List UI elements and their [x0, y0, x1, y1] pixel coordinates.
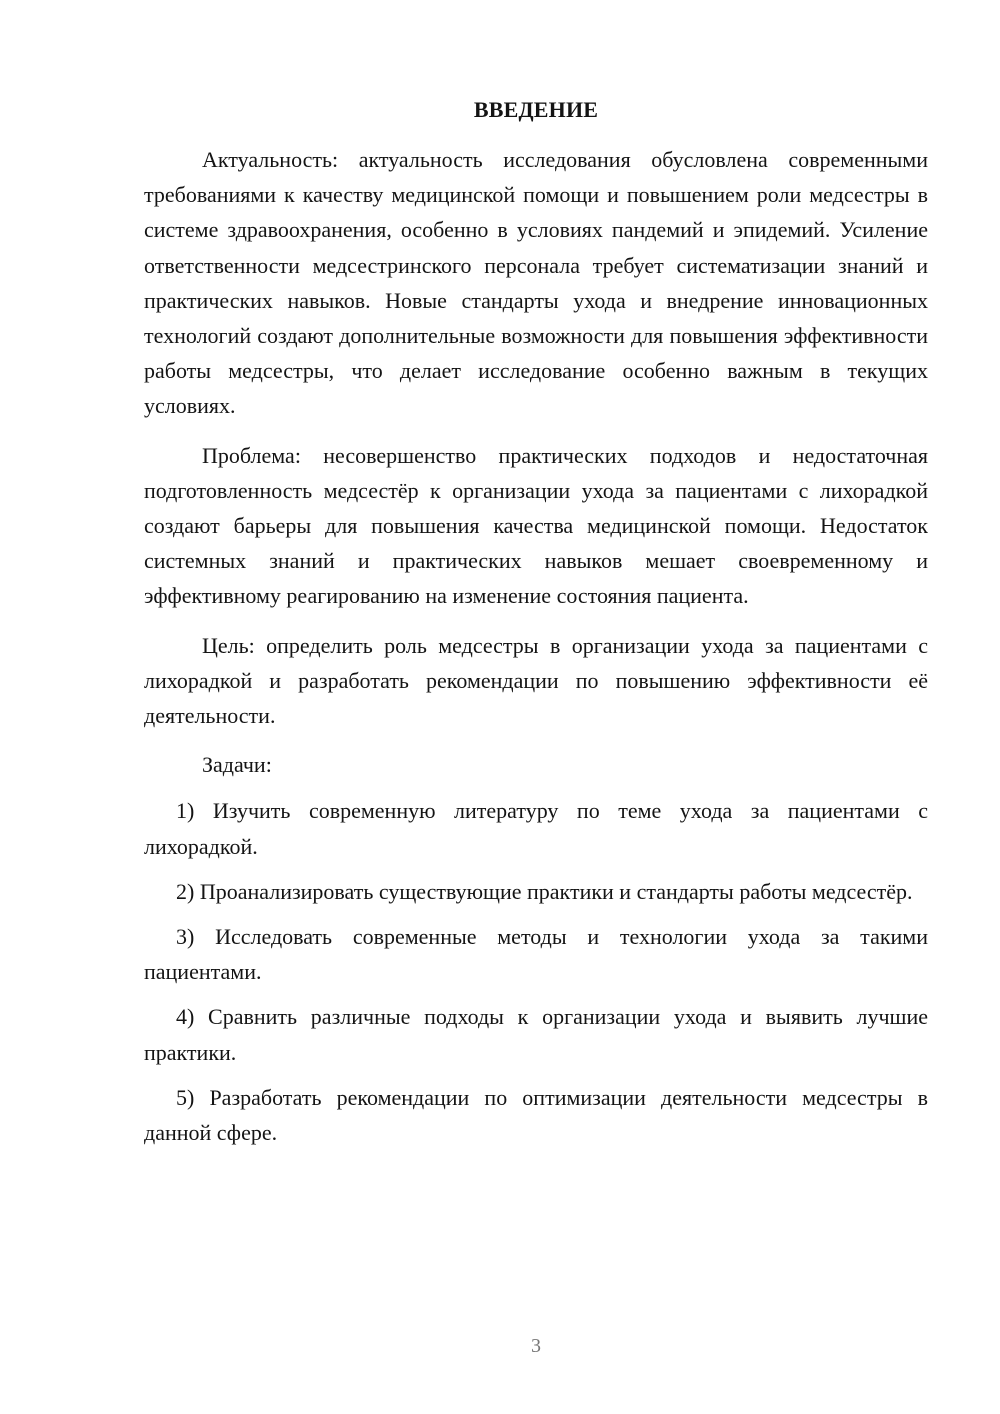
task-item: 3) Исследовать современные методы и технологии ухода за такими пациентами.	[144, 924, 928, 985]
paragraph-goal: Цель: определить роль медсестры в организации ухода за пациентами с лихорадкой и разработать рекомендации по повышению эффективности её деятельности.	[144, 632, 928, 729]
paragraph-problem: Проблема: несовершенство практических подходов и недостаточная подготовленность медсестёр к организации ухода за пациентами с лихорадкой создают барьеры для повышения качества медицинской помощи. Недостаток системных знаний и практических навыков мешает своевременному и эффективному реагированию на изменение состояния пациента.	[144, 442, 928, 609]
page-number: 3	[531, 1335, 541, 1357]
paragraph-relevance: Актуальность: актуальность исследования обусловлена современными требованиями к качеству медицинской помощи и повышением роли медсестры в системе здравоохранения, особенно в условиях пандемий и эпидемий. Усиление ответственности медсестринского персонала требует систематизации знаний и практических навыков. Новые стандарты ухода и внедрение инновационных технологий создают дополнительные возможности для повышения эффективности работы медсестры, что делает исследование особенно важным в текущих условиях.	[144, 147, 928, 419]
task-item: 1) Изучить современную литературу по теме ухода за пациентами с лихорадкой.	[144, 798, 928, 859]
task-item: 5) Разработать рекомендации по оптимизации деятельности медсестры в данной сфере.	[144, 1084, 928, 1146]
page-content	[144, 92, 928, 1160]
tasks-list	[144, 793, 928, 1150]
section-heading: ВВЕДЕНИЕ	[473, 97, 599, 122]
task-item: 2) Проанализировать существующие практики и стандарты работы медсестёр.	[176, 878, 913, 904]
task-item: 4) Сравнить различные подходы к организации ухода и выявить лучшие практики.	[144, 1004, 928, 1065]
tasks-label: Задачи:	[202, 752, 272, 778]
